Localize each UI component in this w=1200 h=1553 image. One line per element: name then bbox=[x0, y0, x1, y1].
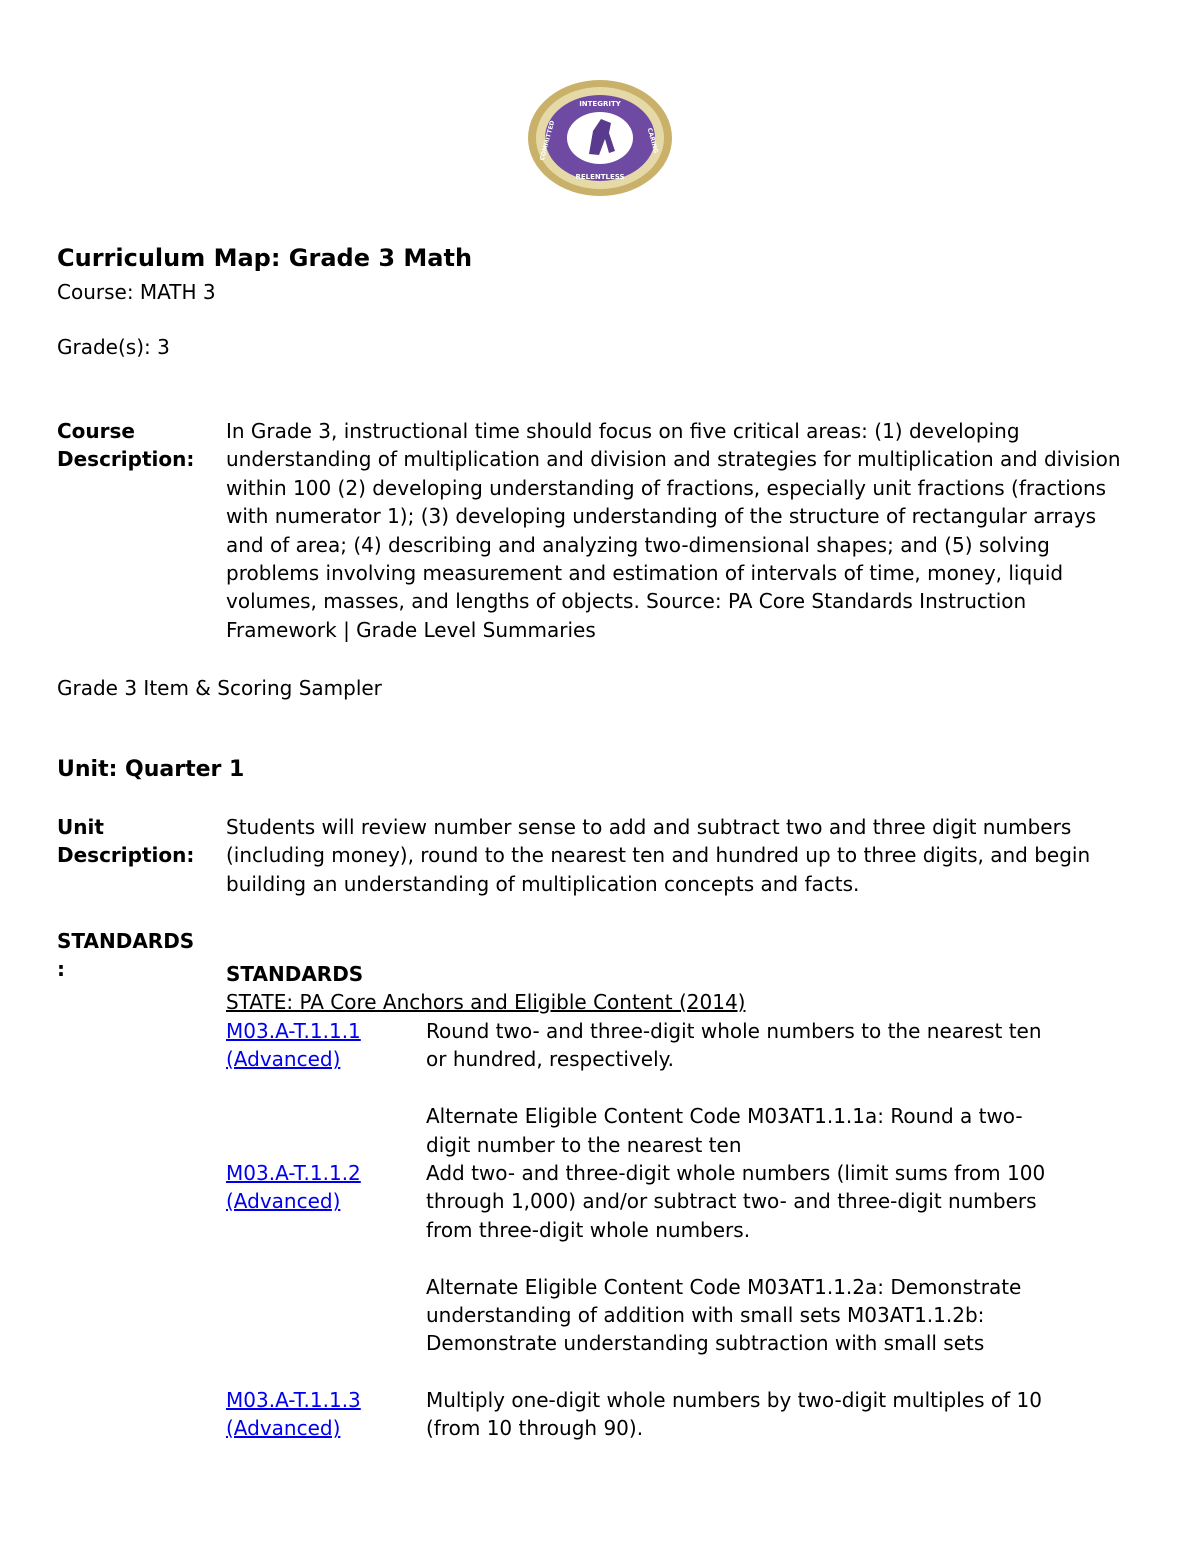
course-line: Course: MATH 3 bbox=[57, 280, 216, 304]
standard-text-cell bbox=[426, 1386, 1046, 1443]
alternate-content-text: Alternate Eligible Content Code M03AT1.1.1a: Round a two-digit number to the nearest ten bbox=[426, 1104, 1023, 1157]
standards-heading: STANDARDS bbox=[226, 962, 364, 986]
standard-code-cell bbox=[226, 1159, 416, 1216]
standard-code[interactable]: M03.A-T.1.1.1 bbox=[226, 1019, 361, 1043]
alternate-content-text: Alternate Eligible Content Code M03AT1.1.2a: Demonstrate understanding of addition with small sets M03AT1.1.2b: Demonstrate understanding subtraction with small sets bbox=[426, 1274, 1022, 1356]
standard-level[interactable]: (Advanced) bbox=[226, 1416, 341, 1441]
course-description-text: In Grade 3, instructional time should focus on five critical areas: (1) developing understanding of multiplication and division and strategies for multiplication and division within 100 (2) developing understanding of fractions, especially unit fractions (fractions with numerator 1); (3) developing understanding of the structure of rectangular arrays and of area; (4) describing and analyzing two-dimensional shapes; and (5) solving problems involving measurement and estimation of intervals of time, money, liquid volumes, masses, and lengths of objects. Source: PA Core Standards Instruction Framework | Grade Level Summaries bbox=[226, 419, 1121, 642]
unit-description-label-line1: Unit bbox=[57, 815, 104, 839]
standard-text: Multiply one-digit whole numbers by two-digit multiples of 10 (from 10 through 90). bbox=[426, 1388, 1042, 1441]
standard-code[interactable]: M03.A-T.1.1.2 bbox=[226, 1161, 361, 1185]
seal-word-bottom: RELENTLESS bbox=[575, 173, 625, 181]
district-seal-logo bbox=[527, 79, 673, 197]
course-description-label bbox=[57, 417, 194, 474]
standard-text-cell bbox=[426, 1017, 1046, 1159]
item-scoring-sampler: Grade 3 Item & Scoring Sampler bbox=[57, 676, 382, 700]
standard-code-cell bbox=[226, 1386, 416, 1443]
unit-description-text: Students will review number sense to add and subtract two and three digit numbers (including money), round to the nearest ten and hundred up to three digits, and begin building an understanding of multiplication concepts and facts. bbox=[226, 815, 1091, 896]
standards-label bbox=[57, 927, 194, 984]
standard-link[interactable] bbox=[226, 1388, 361, 1440]
state-standards-source: STATE: PA Core Anchors and Eligible Content (2014) bbox=[226, 990, 746, 1014]
standards-label-line2: : bbox=[57, 957, 65, 982]
standard-code[interactable]: M03.A-T.1.1.3 bbox=[226, 1388, 361, 1412]
standard-link[interactable] bbox=[226, 1161, 361, 1213]
standard-text-cell bbox=[426, 1159, 1046, 1358]
standard-text: Add two- and three-digit whole numbers (limit sums from 100 through 1,000) and/or subtract two- and three-digit numbers from three-digit whole numbers. bbox=[426, 1161, 1046, 1242]
unit-description-label bbox=[57, 813, 194, 870]
standard-code-cell bbox=[226, 1017, 416, 1074]
course-description-label-line1: Course bbox=[57, 419, 135, 443]
standard-text: Round two- and three-digit whole numbers to the nearest ten or hundred, respectively. bbox=[426, 1019, 1042, 1072]
unit-title: Unit: Quarter 1 bbox=[57, 757, 245, 782]
seal-word-top: INTEGRITY bbox=[579, 100, 621, 108]
grades-line: Grade(s): 3 bbox=[57, 335, 170, 359]
standard-level[interactable]: (Advanced) bbox=[226, 1047, 341, 1072]
standard-level[interactable]: (Advanced) bbox=[226, 1189, 341, 1214]
standard-link[interactable] bbox=[226, 1019, 361, 1071]
page-title: Curriculum Map: Grade 3 Math bbox=[57, 244, 473, 272]
unit-description-label-line2: Description: bbox=[57, 843, 195, 868]
course-description-label-line2: Description: bbox=[57, 447, 195, 472]
seal-word-right: CARING bbox=[645, 127, 660, 155]
standards-label-line1: STANDARDS bbox=[57, 929, 195, 953]
seal-word-left: COMMITTED bbox=[538, 119, 557, 162]
